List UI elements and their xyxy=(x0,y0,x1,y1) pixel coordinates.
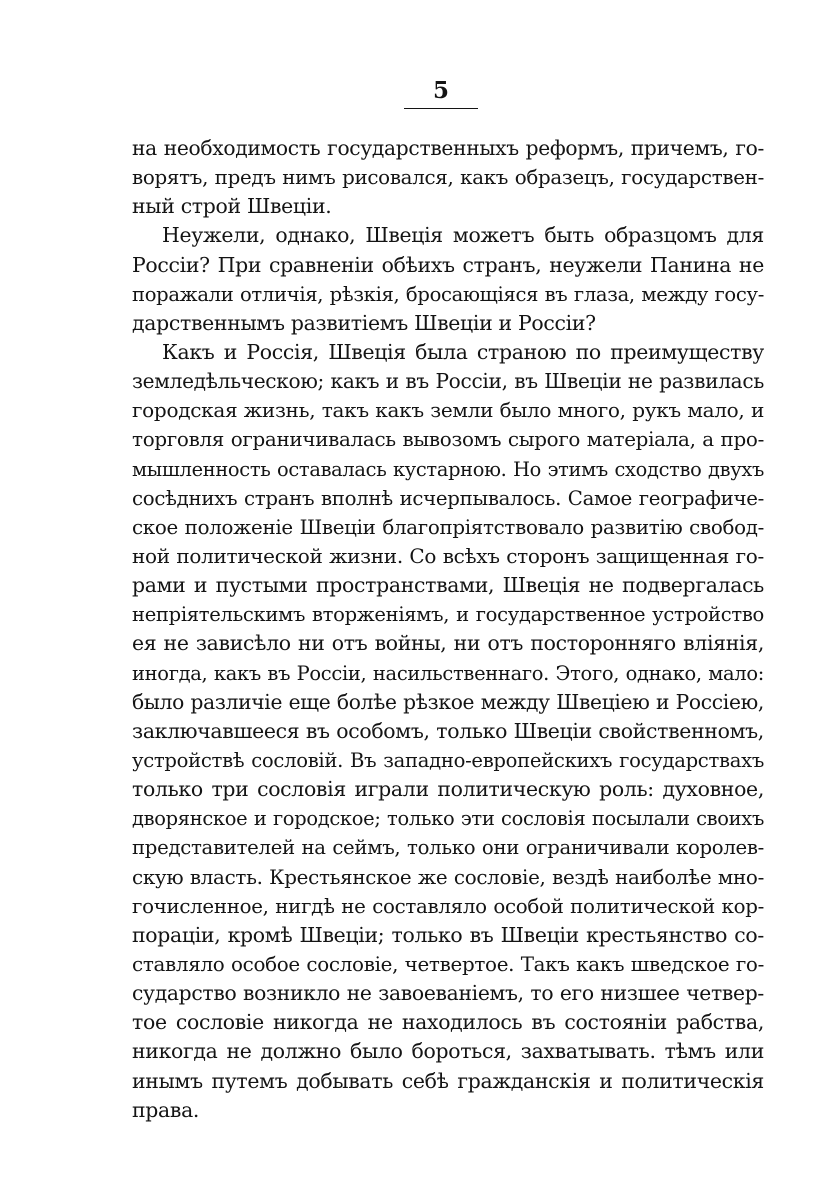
text-line: пораціи, кромѣ Швеціи; только въ Швеціи крестьянство со- xyxy=(132,922,764,947)
page-number-rule xyxy=(404,108,478,109)
text-line: ское положеніе Швеціи благопріятствовало развитію свобод- xyxy=(132,515,764,539)
text-line: иногда, какъ въ Россіи, насильственнаго. Этого, однако, мало: xyxy=(132,661,764,685)
text-line: устройствѣ сословій. Въ западно-европейскихъ государствахъ xyxy=(132,748,764,772)
text-line: было различіе еще болѣе рѣзкое между Швеціею и Россіею, xyxy=(132,689,764,714)
text-line: скую власть. Крестьянское же сословіе, вездѣ наиболѣе мно- xyxy=(132,865,764,889)
text-line: сударство возникло не завоеваніемъ, то его низшее четвер- xyxy=(132,981,764,1006)
text-line: Россіи? При сравненіи обѣихъ странъ, неужели Панина не xyxy=(132,252,764,277)
text-line: на необходимость государственныхъ реформъ, причемъ, го- xyxy=(132,136,764,160)
text-line: никогда не должно было бороться, захватывать. тѣмъ или xyxy=(132,1039,764,1064)
text-line: ея не зависѣло ни отъ войны, ни отъ посторонняго вліянія, xyxy=(132,631,764,656)
text-line: ставляло особое сословіе, четвертое. Такъ какъ шведское го- xyxy=(132,952,764,976)
text-line: ный строй Швеціи. xyxy=(132,194,332,219)
text-line: представителей на сеймъ, только они ограничивали королев- xyxy=(132,836,764,860)
text-line: земледѣльческою; какъ и въ Россіи, въ Швеціи не развилась xyxy=(132,369,764,394)
text-line: городская жизнь, такъ какъ земли было много, рукъ мало, и xyxy=(132,398,764,423)
text-line: инымъ путемъ добывать себѣ гражданскія и политическія xyxy=(132,1068,764,1093)
text-line: мышленность оставалась кустарною. Но этимъ сходство двухъ xyxy=(132,457,764,481)
text-line: дворянское и городское; только эти сословія посылали своихъ xyxy=(132,807,764,831)
text-line: Неужели, однако, Швеція можетъ быть образцомъ для xyxy=(162,223,764,248)
text-line: дарственнымъ развитіемъ Швеціи и Россіи? xyxy=(132,310,596,335)
text-line: непріятельскимъ вторженіямъ, и государственное устройство xyxy=(132,603,764,627)
text-line: заключавшееся въ особомъ, только Швеціи свойственномъ, xyxy=(132,718,764,743)
text-line: рами и пустыми пространствами, Швеція не подвергалась xyxy=(132,573,764,598)
text-line: права. xyxy=(132,1097,200,1122)
text-line: ной политической жизни. Со всѣхъ сторонъ защищенная го- xyxy=(132,543,764,568)
text-line: ворятъ, предъ нимъ рисовался, какъ образецъ, государствен- xyxy=(132,166,764,190)
text-line: сосѣднихъ странъ вполнѣ исчерпывалось. Самое географиче- xyxy=(132,486,764,510)
text-line: Какъ и Россія, Швеція была страною по преимуществу xyxy=(162,339,764,364)
text-line: торговля ограничивалась вывозомъ сырого матеріала, а про- xyxy=(132,428,764,452)
page-number: 5 xyxy=(432,77,449,104)
text-line: только три сословія играли политическую роль: духовное, xyxy=(132,777,764,802)
body-text xyxy=(132,134,764,1125)
text-line: поражали отличія, рѣзкія, бросающіяся въ глаза, между госу- xyxy=(132,282,764,306)
text-line: тое сословіе никогда не находилось въ состояніи рабства, xyxy=(132,1010,764,1035)
text-line: гочисленное, нигдѣ не составляло особой политической кор- xyxy=(132,894,764,918)
